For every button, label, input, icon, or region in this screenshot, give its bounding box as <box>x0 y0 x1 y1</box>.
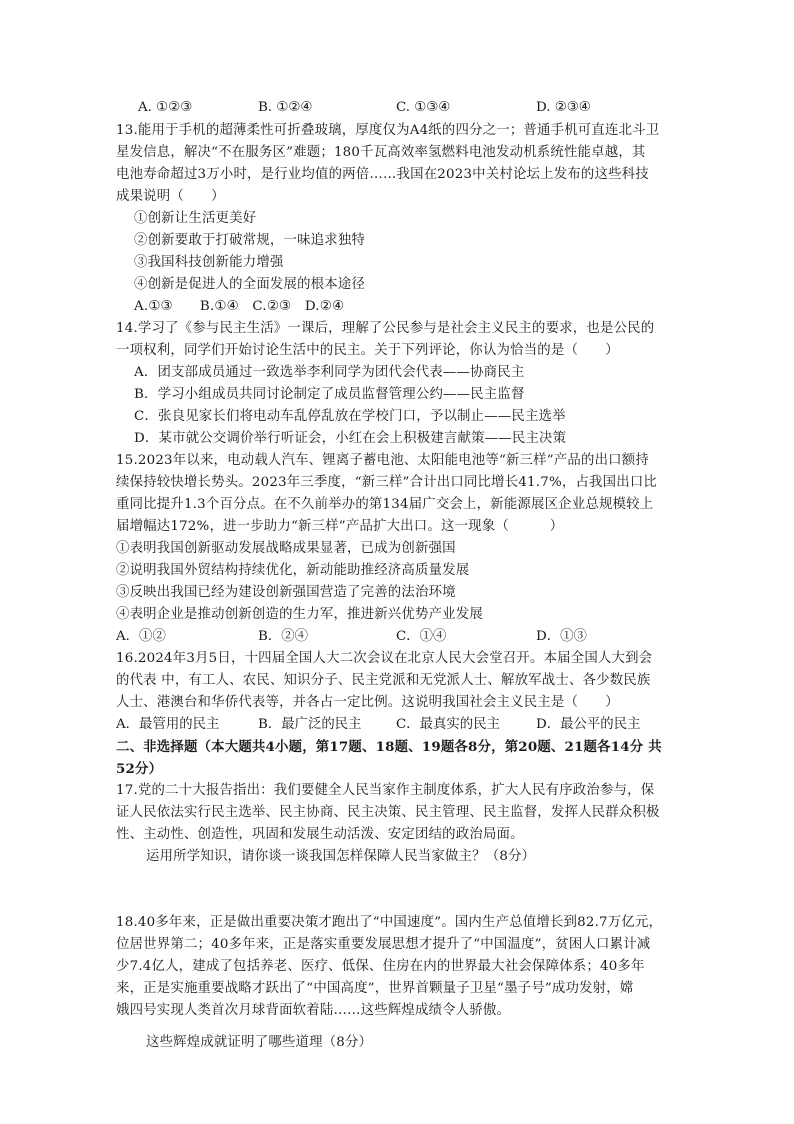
section-2-heading-line-2: 52分） <box>116 761 163 777</box>
q14-line-2: 一项权利，同学们开始讨论生活中的民主。关于下列评论，你认为恰当的是（ ） <box>116 343 619 358</box>
q15-statement-2: ②说明我国外贸结构持续优化，新动能助推经济高质量发展 <box>116 563 470 578</box>
q13-line-4: 成果说明（ ） <box>116 189 225 204</box>
q13-statement-3: ③我国科技创新能力增强 <box>134 255 284 270</box>
q16-option-b: B．最广泛的民主 <box>258 717 362 732</box>
q17-line-2: 证人民依法实行民主选举、民主协商、民主决策、民主管理、民主监督，发挥人民群众积极 <box>116 805 660 820</box>
q17-line-3: 性、主动性、创造性，巩固和发展生动活泼、安定团结的政治局面。 <box>116 827 524 842</box>
q13-statement-1: ①创新让生活更美好 <box>134 211 257 226</box>
q12-option-a: A. ①②③ <box>138 100 193 115</box>
q17-line-1: 17.党的二十大报告指出：我们要健全人民当家作主制度体系，扩大人民有序政治参与，保 <box>116 783 655 798</box>
q13-line-2: 星发信息，解决“不在服务区”难题；180千瓦高效率氢燃料电池发动机系统性能卓越，其 <box>116 145 646 160</box>
q15-option-a: A．①② <box>116 629 166 644</box>
q15-option-d: D．①③ <box>536 629 587 644</box>
q18-line-1: 18.40多年来，正是做出重要决策才跑出了“中国速度”。国内生产总值增长到82.7万亿元， <box>116 915 663 930</box>
q12-option-c: C. ①③④ <box>396 100 451 115</box>
q13-statement-4: ④创新是促进人的全面发展的根本途径 <box>134 277 366 292</box>
q16-line-1: 16.2024年3月5日，十四届全国人大二次会议在北京人民大会堂召开。本届全国人大到会 <box>116 651 653 666</box>
q14-option-d: D．某市就公交调价举行听证会，小红在会上积极建言献策——民主决策 <box>134 431 567 446</box>
q13-options: A.①③ B.①④ C.②③ D.②④ <box>134 299 345 314</box>
q12-option-b: B. ①②④ <box>258 100 313 115</box>
q14-line-1: 14.学习了《参与民主生活》一课后，理解了公民参与是社会主义民主的要求，也是公民的 <box>116 321 655 336</box>
q15-line-2: 续保持较快增长势头。2023年三季度，“新三样”合计出口同比增长41.7%，占我国出口比 <box>116 475 657 490</box>
q16-line-2: 的代表 中，有工人、农民、知识分子、民主党派和无党派人士、解放军战士、各少数民族 <box>116 673 651 688</box>
q15-option-b: B．②④ <box>258 629 309 644</box>
q16-option-a: A．最管用的民主 <box>116 717 220 732</box>
q18-line-2: 位居世界第二；40多年来，正是落实重要发展思想才提升了“中国温度”，贫困人口累计减 <box>116 937 651 952</box>
q15-option-c: C．①④ <box>396 629 447 644</box>
q18-question: 这些辉煌成就证明了哪些道理（8分） <box>146 1035 373 1050</box>
q16-line-3: 人士、港澳台和华侨代表等，并各占一定比例。这说明我国社会主义民主是（ ） <box>116 695 619 710</box>
q15-line-4: 届增幅达172%，进一步助力“新三样”产品扩大出口。这一现象（ ） <box>116 519 564 534</box>
q15-statement-3: ③反映出我国已经为建设创新强国营造了完善的法治环境 <box>116 585 456 600</box>
q16-option-c: C．最真实的民主 <box>396 717 500 732</box>
q18-line-4: 来，正是实施重要战略才跃出了“中国高度”，世界首颗量子卫星“墨子号”成功发射，嫦 <box>116 981 634 996</box>
q14-option-c: C．张良见家长们将电动车乱停乱放在学校门口，予以制止——民主选举 <box>134 409 566 424</box>
q18-line-5: 娥四号实现人类首次月球背面软着陆……这些辉煌成绩令人骄傲。 <box>116 1003 511 1018</box>
q15-line-3: 重同比提升1.3个百分点。在不久前举办的第134届广交会上，新能源展区企业总规模较上 <box>116 497 654 512</box>
q16-option-d: D．最公平的民主 <box>536 717 641 732</box>
q15-statement-4: ④表明企业是推动创新创造的生力军，推进新兴优势产业发展 <box>116 607 483 622</box>
q17-question: 运用所学知识，请你谈一谈我国怎样保障人民当家做主？（8分） <box>146 849 536 864</box>
q18-line-3: 少7.4亿人，建成了包括养老、医疗、低保、住房在内的世界最大社会保障体系；40多年 <box>116 959 645 974</box>
q14-option-b: B．学习小组成员共同讨论制定了成员监督管理公约——民主监督 <box>134 387 525 402</box>
q14-option-a: A．团支部成员通过一致选举李利同学为团代会代表——协商民主 <box>134 365 525 380</box>
q13-line-1: 13.能用于手机的超薄柔性可折叠玻璃，厚度仅为A4纸的四分之一；普通手机可直连北斗卫 <box>116 123 660 138</box>
q15-line-1: 15.2023年以来，电动载人汽车、锂离子蓄电池、太阳能电池等“新三样”产品的出口额持 <box>116 453 649 468</box>
q15-statement-1: ①表明我国创新驱动发展战略成果显著，已成为创新强国 <box>116 541 456 556</box>
q13-statement-2: ②创新要敢于打破常规，一味追求独特 <box>134 233 366 248</box>
q13-line-3: 电池寿命超过3万小时，是行业均值的两倍……我国在2023中关村论坛上发布的这些科技 <box>116 167 649 182</box>
q12-option-d: D. ②③④ <box>536 100 591 115</box>
section-2-heading-line-1: 二、非选择题（本大题共4小题，第17题、18题、19题各8分，第20题、21题各14分 共 <box>116 739 662 755</box>
